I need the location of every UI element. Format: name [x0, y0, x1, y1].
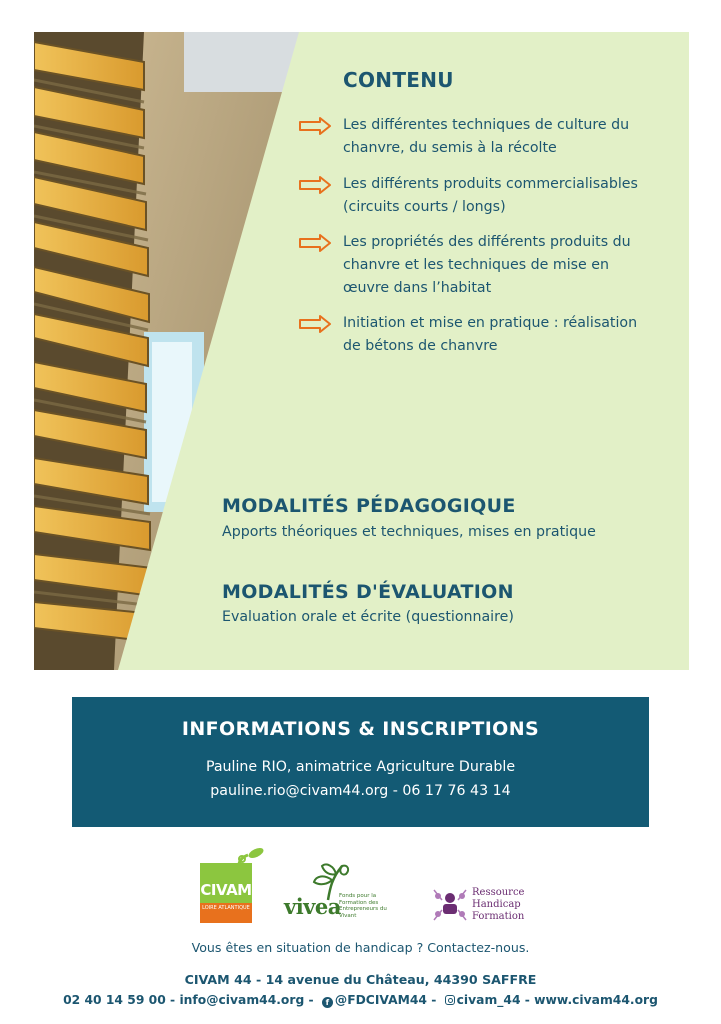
footer-contacts	[0, 993, 721, 1008]
rhf-line-2: Handicap	[472, 899, 521, 910]
vivea-logo	[284, 860, 404, 928]
ressource-handicap-formation-logo	[432, 884, 532, 928]
list-item	[298, 114, 658, 160]
list-item	[298, 312, 658, 358]
pedagogique-heading: MODALITÉS PÉDAGOGIQUE	[222, 495, 516, 517]
info-contact-details[interactable]: pauline.rio@civam44.org - 06 17 76 43 14	[210, 783, 511, 799]
footer-instagram-website[interactable]: civam_44 - www.civam44.org	[456, 993, 658, 1007]
footer-address: CIVAM 44 - 14 avenue du Château, 44390 SAFFRE	[184, 972, 537, 987]
contenu-list	[298, 114, 658, 358]
rhf-line-1: Ressource	[472, 887, 525, 898]
facebook-icon: f	[322, 997, 333, 1008]
evaluation-heading: MODALITÉS D'ÉVALUATION	[222, 581, 514, 603]
arrow-right-icon	[298, 117, 332, 135]
contenu-heading: CONTENU	[343, 68, 454, 92]
list-item-text: Les propriétés des différents produits du chanvre et les techniques de mise en œuvre dans l’habitat	[343, 234, 631, 296]
civam-logo-word: CIVAM	[200, 881, 252, 899]
vivea-logo-tagline: Fonds pour la Formation des Entrepreneurs du Vivant	[339, 893, 387, 919]
info-box	[72, 697, 649, 827]
list-item	[298, 173, 658, 219]
vivea-logo-word: vivea	[284, 894, 341, 919]
arrow-right-icon	[298, 234, 332, 252]
list-item	[298, 231, 658, 300]
footer-phone-email[interactable]: 02 40 14 59 00 - info@civam44.org -	[63, 993, 318, 1007]
handicap-note: Vous êtes en situation de handicap ? Contactez-nous.	[191, 940, 530, 955]
people-group-icon	[432, 888, 468, 922]
arrow-right-icon	[298, 176, 332, 194]
rhf-logo-text	[472, 887, 524, 923]
arrow-right-icon	[298, 315, 332, 333]
pedagogique-text: Apports théoriques et techniques, mises en pratique	[222, 524, 596, 540]
footer-facebook[interactable]: @FDCIVAM44 -	[334, 993, 441, 1007]
evaluation-text: Evaluation orale et écrite (questionnaire)	[222, 609, 514, 625]
civam-logo	[196, 845, 268, 925]
list-item-text: Les différents produits commercialisables (circuits courts / longs)	[343, 176, 638, 215]
info-contact-name: Pauline RIO, animatrice Agriculture Durable	[205, 759, 516, 775]
rhf-line-3: Formation	[472, 911, 525, 922]
list-item-text: Initiation et mise en pratique : réalisation de bétons de chanvre	[343, 315, 638, 354]
civam-logo-subtitle: LOIRE ATLANTIQUE	[202, 905, 250, 911]
instagram-icon	[445, 995, 455, 1005]
info-heading: INFORMATIONS & INSCRIPTIONS	[181, 718, 540, 740]
list-item-text: Les différentes techniques de culture du chanvre, du semis à la récolte	[343, 117, 630, 156]
